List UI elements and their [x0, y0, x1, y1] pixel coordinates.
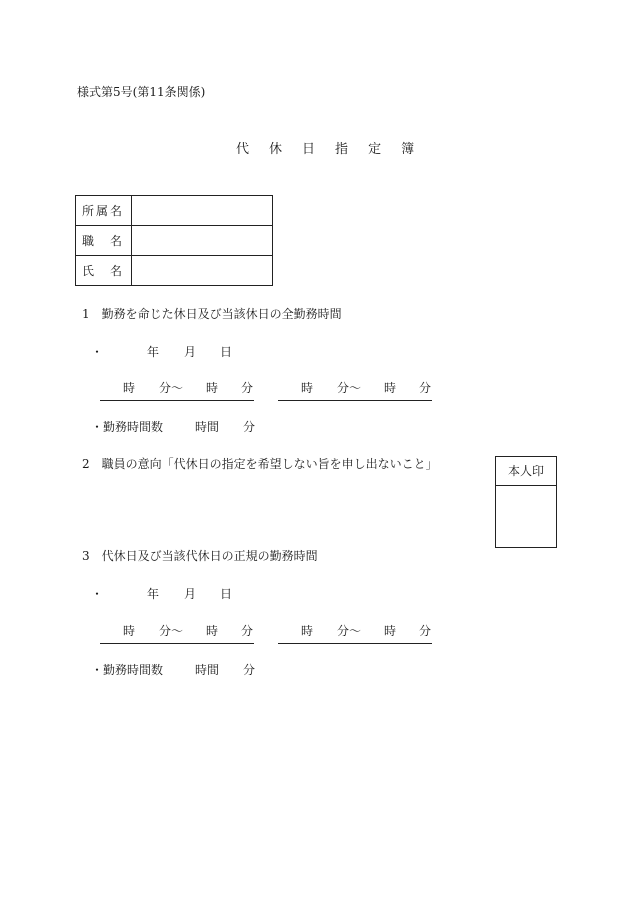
section3-heading: 3 代休日及び当該代休日の正規の勤務時間 — [82, 549, 318, 563]
info-table — [75, 195, 273, 286]
minutes-unit: 分 — [243, 420, 256, 434]
title-char: 日 — [302, 142, 316, 157]
time-range-field[interactable]: 時 分〜 時 分 — [278, 382, 432, 401]
time-range-field[interactable]: 時 分〜 時 分 — [278, 625, 432, 644]
seal-box[interactable] — [495, 456, 557, 548]
time-range-field[interactable]: 時 分〜 時 分 — [100, 382, 254, 401]
month-label: 月 — [184, 587, 197, 601]
title-char: 代 — [236, 142, 250, 157]
month-label: 月 — [184, 345, 197, 359]
form-number: 様式第5号(第11条関係) — [77, 85, 206, 99]
hours-unit: 時間 — [195, 420, 220, 434]
section1-heading: 1 勤務を命じた休日及び当該休日の全勤務時間 — [82, 307, 342, 321]
page-title — [236, 143, 434, 156]
time-range-field[interactable]: 時 分〜 時 分 — [100, 625, 254, 644]
table-row — [76, 256, 273, 286]
seal-label: 本人印 — [496, 457, 556, 486]
day-label: 日 — [220, 345, 233, 359]
title-char: 休 — [269, 142, 283, 157]
job-label: 職 名 — [76, 226, 132, 256]
work-hours-label: ・勤務時間数 — [91, 420, 164, 434]
minutes-unit: 分 — [243, 663, 256, 677]
table-row — [76, 196, 273, 226]
table-row — [76, 226, 273, 256]
day-label: 日 — [220, 587, 233, 601]
job-field[interactable] — [132, 226, 273, 256]
hours-unit: 時間 — [195, 663, 220, 677]
year-label: 年 — [147, 345, 160, 359]
title-char: 指 — [335, 142, 349, 157]
title-char: 定 — [368, 142, 382, 157]
year-label: 年 — [147, 587, 160, 601]
bullet: ・ — [91, 587, 104, 601]
bullet: ・ — [91, 345, 104, 359]
name-field[interactable] — [132, 256, 273, 286]
section2-heading: 2 職員の意向「代休日の指定を希望しない旨を申し出ないこと」 — [82, 457, 438, 471]
name-label: 氏 名 — [76, 256, 132, 286]
dept-label: 所 属 名 — [76, 196, 132, 226]
title-char: 簿 — [401, 142, 415, 157]
dept-field[interactable] — [132, 196, 273, 226]
work-hours-label: ・勤務時間数 — [91, 663, 164, 677]
